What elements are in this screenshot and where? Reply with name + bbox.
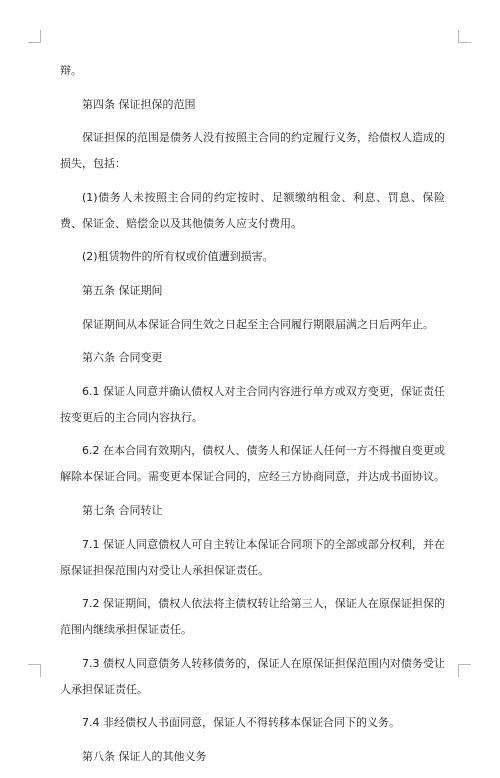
paragraph: 保证担保的范围是债务人没有按照主合同的约定履行义务，给债权人造成的损失，包括： xyxy=(60,131,445,171)
document-body xyxy=(60,58,445,778)
article-7-heading: 第七条 合同转让 xyxy=(82,503,163,517)
paragraph: 7.2 保证期间，债权人依法将主债权转让给第三人，保证人在原保证担保的范围内继续承担保证责任。 xyxy=(60,597,445,637)
paragraph: 6.2 在本合同有效期内，债权人、债务人和保证人任何一方不得擅自变更或解除本保证合同。需变更本保证合同的，应经三方协商同意，并达成书面协议。 xyxy=(60,444,445,484)
crop-mark-top-right xyxy=(458,30,471,43)
paragraph: 7.1 保证人同意债权人可自主转让本保证合同项下的全部或部分权利，并在原保证担保范围内对受让人承担保证责任。 xyxy=(60,537,445,577)
paragraph: 保证期间从本保证合同生效之日起至主合同履行期限届满之日后两年止。 xyxy=(82,317,434,331)
crop-mark-bottom-left xyxy=(28,664,41,677)
paragraph: 6.1 保证人同意并确认债权人对主合同内容进行单方或双方变更，保证责任按变更后的主合同内容执行。 xyxy=(60,384,445,424)
article-6-heading: 第六条 合同变更 xyxy=(82,351,163,365)
crop-mark-top-left xyxy=(28,30,41,43)
paragraph-continuation: 辩。 xyxy=(60,64,82,77)
article-4-heading: 第四条 保证担保的范围 xyxy=(82,97,196,111)
paragraph: 7.3 债权人同意债务人转移债务的，保证人在原保证担保范围内对债务受让人承担保证责任。 xyxy=(60,656,445,696)
paragraph: (2)租赁物件的所有权或价值遭到损害。 xyxy=(82,250,274,264)
paragraph: 7.4 非经债权人书面同意，保证人不得转移本保证合同下的义务。 xyxy=(82,716,400,730)
article-8-heading: 第八条 保证人的其他义务 xyxy=(82,749,207,763)
article-5-heading: 第五条 保证期间 xyxy=(82,283,163,297)
paragraph: (1)债务人未按照主合同的约定按时、足额缴纳租金、利息、罚息、保险费、保证金、赔偿金以及其他债务人应支付费用。 xyxy=(60,190,445,230)
crop-mark-bottom-right xyxy=(458,664,471,677)
